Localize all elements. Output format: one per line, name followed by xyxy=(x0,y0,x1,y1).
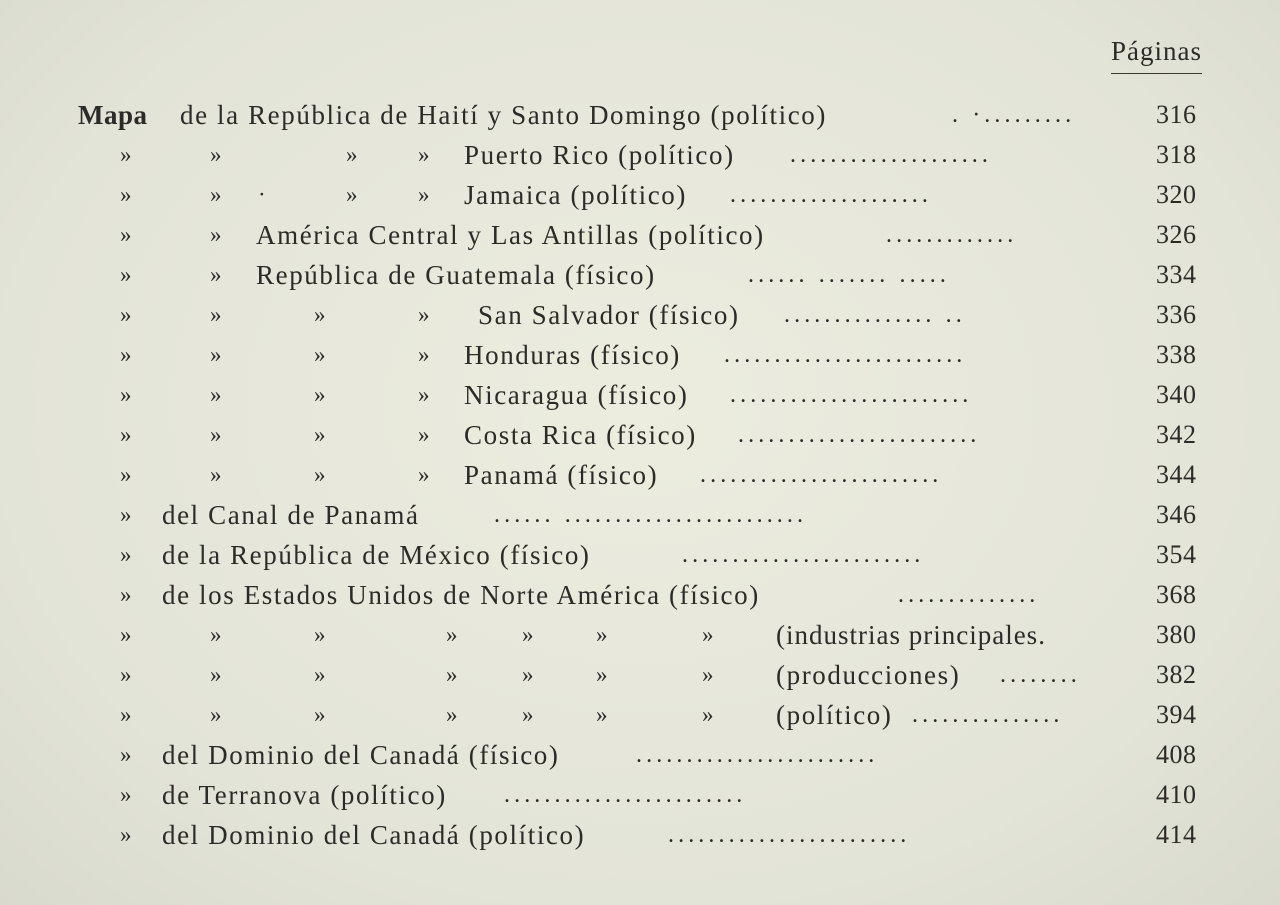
leader-dots: ........................ xyxy=(682,542,925,568)
ditto-mark: » xyxy=(314,702,328,727)
toc-row xyxy=(0,775,1280,815)
ditto-mark: » xyxy=(522,702,536,727)
ditto-mark: » xyxy=(210,622,224,647)
page-number: 382 xyxy=(1156,660,1197,689)
ditto-mark: » xyxy=(120,542,134,567)
toc-entry-text: de la República de México (físico) xyxy=(162,540,591,570)
ditto-mark: » xyxy=(210,702,224,727)
toc-entry-text: Jamaica (político) xyxy=(464,180,687,210)
toc-row xyxy=(0,535,1280,575)
page-number: 334 xyxy=(1156,260,1197,289)
page-number: 410 xyxy=(1156,780,1197,809)
page-number: 336 xyxy=(1156,300,1197,329)
page-number: 344 xyxy=(1156,460,1197,489)
ditto-mark: » xyxy=(418,182,432,207)
page-number: 326 xyxy=(1156,220,1197,249)
ditto-mark: » xyxy=(314,342,328,367)
ditto-mark: » xyxy=(418,422,432,447)
ditto-mark: » xyxy=(120,502,134,527)
toc-row xyxy=(0,615,1280,655)
toc-row xyxy=(0,415,1280,455)
leader-dots: .................... xyxy=(730,182,932,208)
leader-dots: ............. xyxy=(886,222,1018,248)
ditto-mark: » xyxy=(596,702,610,727)
ditto-mark: » xyxy=(210,662,224,687)
ditto-mark: » xyxy=(120,462,134,487)
leader-dots: .................... xyxy=(790,142,992,168)
ditto-mark: » xyxy=(418,302,432,327)
leader-dots: ........................ xyxy=(738,422,981,448)
ditto-mark: » xyxy=(210,342,224,367)
page-number: 346 xyxy=(1156,500,1197,529)
toc-row xyxy=(0,815,1280,855)
leader-dots: ........................ xyxy=(504,782,747,808)
leader-dots: ............... xyxy=(912,702,1064,728)
toc-entry-text: Honduras (físico) xyxy=(464,340,681,370)
ditto-mark: » xyxy=(446,622,460,647)
toc-entry-text: de la República de Haití y Santo Domingo (político) xyxy=(180,100,827,130)
ditto-mark: » xyxy=(596,662,610,687)
ditto-mark: » xyxy=(120,302,134,327)
page-number: 338 xyxy=(1156,340,1197,369)
toc-entry-text: del Dominio del Canadá (político) xyxy=(162,820,586,850)
toc-entry-text: Panamá (físico) xyxy=(464,460,659,490)
toc-row xyxy=(0,215,1280,255)
ditto-mark: » xyxy=(120,422,134,447)
leader-dots: ........................ xyxy=(730,382,973,408)
ditto-mark: » xyxy=(120,742,134,767)
ditto-mark: » xyxy=(210,302,224,327)
ditto-mark: » xyxy=(314,462,328,487)
page-number: 342 xyxy=(1156,420,1197,449)
toc-entry-text: de Terranova (político) xyxy=(162,780,447,810)
toc-row xyxy=(0,295,1280,335)
toc-row xyxy=(0,95,1280,135)
ditto-mark: » xyxy=(210,262,224,287)
ditto-mark: » xyxy=(120,142,134,167)
toc-entry-text: América Central y Las Antillas (político) xyxy=(256,220,765,250)
page-number: 340 xyxy=(1156,380,1197,409)
ditto-mark: » xyxy=(120,582,134,607)
ditto-mark: » xyxy=(346,142,360,167)
toc-row xyxy=(0,375,1280,415)
ditto-mark: » xyxy=(418,382,432,407)
ditto-mark: » xyxy=(418,342,432,367)
ditto-mark: » xyxy=(346,182,360,207)
ditto-mark: » xyxy=(120,822,134,847)
ditto-mark: » xyxy=(522,622,536,647)
toc-row xyxy=(0,655,1280,695)
leader-dots: ........ xyxy=(1000,662,1081,688)
toc-row xyxy=(0,695,1280,735)
ditto-mark: » xyxy=(418,462,432,487)
toc-entry-text: San Salvador (físico) xyxy=(478,300,740,330)
toc-entry-text: Costa Rica (físico) xyxy=(464,420,697,450)
page-number: 320 xyxy=(1156,180,1197,209)
page-number: 354 xyxy=(1156,540,1197,569)
page-number: 316 xyxy=(1156,100,1197,129)
leader-dots: ........................ xyxy=(724,342,967,368)
toc-row xyxy=(0,175,1280,215)
leader-dots: . ·......... xyxy=(952,102,1076,128)
ditto-mark: » xyxy=(120,342,134,367)
ditto-mark: » xyxy=(314,622,328,647)
ditto-mark: » xyxy=(120,782,134,807)
ditto-mark: » xyxy=(120,662,134,687)
toc-row xyxy=(0,575,1280,615)
toc-entry-text: (industrias principales. xyxy=(776,620,1046,650)
leader-dots: ...... ........................ xyxy=(494,502,808,528)
ditto-mark: » xyxy=(210,222,224,247)
ditto-mark: » xyxy=(120,222,134,247)
ditto-mark: » xyxy=(314,422,328,447)
page-number: 368 xyxy=(1156,580,1197,609)
ditto-mark: » xyxy=(702,702,716,727)
ditto-mark: » xyxy=(596,622,610,647)
ditto-mark: » xyxy=(120,262,134,287)
toc-row xyxy=(0,255,1280,295)
toc-row xyxy=(0,135,1280,175)
ditto-mark: » xyxy=(210,422,224,447)
toc-entry-text: República de Guatemala (físico) xyxy=(256,260,656,290)
mapa-lead: Mapa xyxy=(78,100,148,130)
paginas-header: Páginas xyxy=(1111,36,1202,74)
page-number: 318 xyxy=(1156,140,1197,169)
ditto-mark: » xyxy=(210,142,224,167)
ditto-mark: » xyxy=(418,142,432,167)
leader-dots: ........................ xyxy=(668,822,911,848)
stray-mark: · xyxy=(258,182,268,207)
ditto-mark: » xyxy=(210,182,224,207)
toc-row xyxy=(0,335,1280,375)
ditto-mark: » xyxy=(314,382,328,407)
ditto-mark: » xyxy=(314,662,328,687)
leader-dots: .............. xyxy=(898,582,1040,608)
toc-entry-text: del Dominio del Canadá (físico) xyxy=(162,740,560,770)
leader-dots: ........................ xyxy=(700,462,943,488)
ditto-mark: » xyxy=(120,382,134,407)
page-number: 394 xyxy=(1156,700,1197,729)
toc-row xyxy=(0,495,1280,535)
ditto-mark: » xyxy=(702,622,716,647)
ditto-mark: » xyxy=(120,702,134,727)
ditto-mark: » xyxy=(120,182,134,207)
toc-entry-text: de los Estados Unidos de Norte América (físico) xyxy=(162,580,760,610)
ditto-mark: » xyxy=(522,662,536,687)
toc-row xyxy=(0,455,1280,495)
ditto-mark: » xyxy=(120,622,134,647)
ditto-mark: » xyxy=(210,382,224,407)
ditto-mark: » xyxy=(210,462,224,487)
toc-entry-text: Puerto Rico (político) xyxy=(464,140,735,170)
leader-dots: ........................ xyxy=(636,742,879,768)
ditto-mark: » xyxy=(446,662,460,687)
page-number: 414 xyxy=(1156,820,1197,849)
ditto-mark: » xyxy=(446,702,460,727)
page-number: 408 xyxy=(1156,740,1197,769)
toc-entry-text: Nicaragua (físico) xyxy=(464,380,689,410)
toc-entry-text: del Canal de Panamá xyxy=(162,500,420,530)
leader-dots: ............... .. xyxy=(784,302,966,328)
page-number: 380 xyxy=(1156,620,1197,649)
toc-row xyxy=(0,735,1280,775)
ditto-mark: » xyxy=(314,302,328,327)
ditto-mark: » xyxy=(702,662,716,687)
toc-entry-text: (político) xyxy=(776,700,893,730)
toc-entry-text: (producciones) xyxy=(776,660,961,690)
leader-dots: ...... ....... ..... xyxy=(748,262,950,288)
